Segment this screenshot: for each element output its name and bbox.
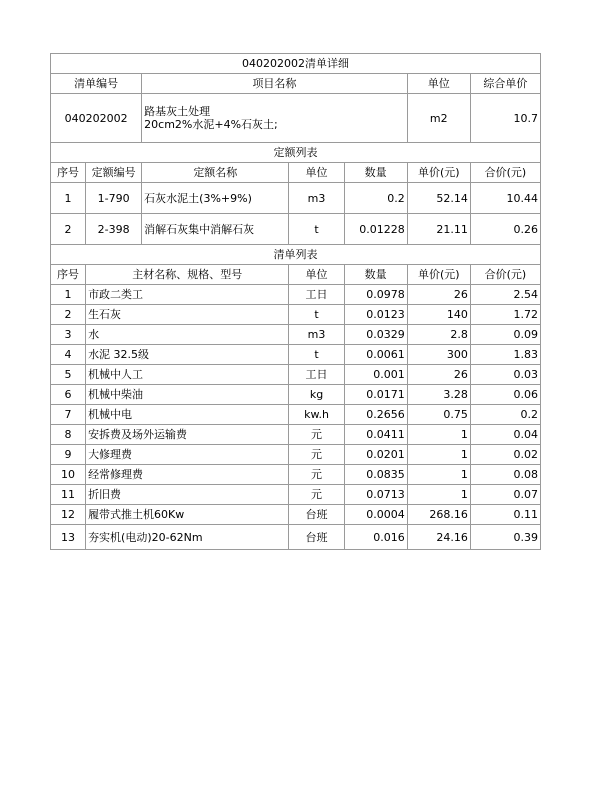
material-total: 2.54 bbox=[470, 285, 540, 305]
quota-qty: 0.01228 bbox=[344, 214, 407, 245]
material-no: 12 bbox=[51, 505, 86, 525]
quota-name: 石灰水泥土(3%+9%) bbox=[142, 183, 289, 214]
material-name: 机械中人工 bbox=[86, 365, 289, 385]
quota-code-header: 定额编号 bbox=[86, 163, 142, 183]
material-unit: 台班 bbox=[289, 505, 344, 525]
material-qty: 0.001 bbox=[344, 365, 407, 385]
material-row bbox=[51, 385, 541, 405]
bill-name bbox=[142, 94, 408, 143]
material-price: 26 bbox=[407, 365, 470, 385]
material-unit: 元 bbox=[289, 445, 344, 465]
quota-total: 0.26 bbox=[470, 214, 540, 245]
quota-row bbox=[51, 183, 541, 214]
material-section-row bbox=[51, 245, 541, 265]
material-row bbox=[51, 325, 541, 345]
material-qty: 0.0171 bbox=[344, 385, 407, 405]
material-unit: 工日 bbox=[289, 365, 344, 385]
quota-qty: 0.2 bbox=[344, 183, 407, 214]
material-total: 0.11 bbox=[470, 505, 540, 525]
quota-row bbox=[51, 214, 541, 245]
material-qty: 0.0411 bbox=[344, 425, 407, 445]
material-total: 0.02 bbox=[470, 445, 540, 465]
material-price: 1 bbox=[407, 425, 470, 445]
material-row bbox=[51, 405, 541, 425]
bill-unit: m2 bbox=[407, 94, 470, 143]
title-row bbox=[51, 54, 541, 74]
material-qty: 0.0329 bbox=[344, 325, 407, 345]
material-name: 机械中电 bbox=[86, 405, 289, 425]
material-qty: 0.0978 bbox=[344, 285, 407, 305]
material-no: 4 bbox=[51, 345, 86, 365]
material-no: 13 bbox=[51, 525, 86, 550]
material-row bbox=[51, 425, 541, 445]
material-price: 0.75 bbox=[407, 405, 470, 425]
material-row bbox=[51, 505, 541, 525]
material-row bbox=[51, 285, 541, 305]
bill-name-line1: 路基灰土处理 bbox=[144, 105, 211, 118]
quota-no: 2 bbox=[51, 214, 86, 245]
quota-price: 21.11 bbox=[407, 214, 470, 245]
quota-section-title: 定额列表 bbox=[51, 143, 541, 163]
material-no: 5 bbox=[51, 365, 86, 385]
material-price: 1 bbox=[407, 465, 470, 485]
sheet-title: 040202002清单详细 bbox=[51, 54, 541, 74]
quota-unit: m3 bbox=[289, 183, 344, 214]
quota-price-header: 单价(元) bbox=[407, 163, 470, 183]
material-total: 0.39 bbox=[470, 525, 540, 550]
material-name: 履带式推土机60Kw bbox=[86, 505, 289, 525]
material-price: 26 bbox=[407, 285, 470, 305]
material-no: 8 bbox=[51, 425, 86, 445]
material-unit: m3 bbox=[289, 325, 344, 345]
material-row bbox=[51, 365, 541, 385]
material-row bbox=[51, 305, 541, 325]
material-name-header: 主材名称、规格、型号 bbox=[86, 265, 289, 285]
quota-name-header: 定额名称 bbox=[142, 163, 289, 183]
material-no: 3 bbox=[51, 325, 86, 345]
material-name: 市政二类工 bbox=[86, 285, 289, 305]
quota-name: 消解石灰集中消解石灰 bbox=[142, 214, 289, 245]
material-total: 0.07 bbox=[470, 485, 540, 505]
material-qty: 0.0713 bbox=[344, 485, 407, 505]
material-row bbox=[51, 445, 541, 465]
quota-total: 10.44 bbox=[470, 183, 540, 214]
material-no: 6 bbox=[51, 385, 86, 405]
material-unit: 元 bbox=[289, 425, 344, 445]
quota-price: 52.14 bbox=[407, 183, 470, 214]
material-unit: t bbox=[289, 345, 344, 365]
material-no-header: 序号 bbox=[51, 265, 86, 285]
material-unit: 元 bbox=[289, 465, 344, 485]
bill-name-line2: 20cm2%水泥+4%石灰土; bbox=[144, 118, 278, 131]
quota-unit: t bbox=[289, 214, 344, 245]
material-row bbox=[51, 465, 541, 485]
material-unit: kw.h bbox=[289, 405, 344, 425]
bill-price: 10.7 bbox=[470, 94, 540, 143]
material-price: 3.28 bbox=[407, 385, 470, 405]
quota-total-header: 合价(元) bbox=[470, 163, 540, 183]
material-qty: 0.0061 bbox=[344, 345, 407, 365]
material-no: 11 bbox=[51, 485, 86, 505]
material-qty-header: 数量 bbox=[344, 265, 407, 285]
material-no: 9 bbox=[51, 445, 86, 465]
material-row bbox=[51, 345, 541, 365]
quota-qty-header: 数量 bbox=[344, 163, 407, 183]
material-total: 1.72 bbox=[470, 305, 540, 325]
material-name: 水泥 32.5级 bbox=[86, 345, 289, 365]
material-price: 1 bbox=[407, 445, 470, 465]
material-price: 268.16 bbox=[407, 505, 470, 525]
material-name: 生石灰 bbox=[86, 305, 289, 325]
material-qty: 0.2656 bbox=[344, 405, 407, 425]
material-qty: 0.0835 bbox=[344, 465, 407, 485]
material-unit: kg bbox=[289, 385, 344, 405]
material-price: 24.16 bbox=[407, 525, 470, 550]
material-unit: 台班 bbox=[289, 525, 344, 550]
material-qty: 0.016 bbox=[344, 525, 407, 550]
bill-code: 040202002 bbox=[51, 94, 142, 143]
material-no: 7 bbox=[51, 405, 86, 425]
material-name: 安拆费及场外运输费 bbox=[86, 425, 289, 445]
material-unit: 工日 bbox=[289, 285, 344, 305]
material-total-header: 合价(元) bbox=[470, 265, 540, 285]
material-row bbox=[51, 525, 541, 550]
bill-header-row bbox=[51, 74, 541, 94]
bill-unit-header: 单位 bbox=[407, 74, 470, 94]
material-total: 0.06 bbox=[470, 385, 540, 405]
material-no: 1 bbox=[51, 285, 86, 305]
material-total: 0.08 bbox=[470, 465, 540, 485]
material-header-row bbox=[51, 265, 541, 285]
material-price: 300 bbox=[407, 345, 470, 365]
bill-price-header: 综合单价 bbox=[470, 74, 540, 94]
material-total: 1.83 bbox=[470, 345, 540, 365]
bill-code-header: 清单编号 bbox=[51, 74, 142, 94]
material-unit: 元 bbox=[289, 485, 344, 505]
material-unit-header: 单位 bbox=[289, 265, 344, 285]
material-total: 0.04 bbox=[470, 425, 540, 445]
material-qty: 0.0201 bbox=[344, 445, 407, 465]
material-price: 2.8 bbox=[407, 325, 470, 345]
material-name: 经常修理费 bbox=[86, 465, 289, 485]
material-name: 折旧费 bbox=[86, 485, 289, 505]
material-name: 机械中柴油 bbox=[86, 385, 289, 405]
material-qty: 0.0123 bbox=[344, 305, 407, 325]
material-total: 0.09 bbox=[470, 325, 540, 345]
quota-header-row bbox=[51, 163, 541, 183]
material-price: 1 bbox=[407, 485, 470, 505]
material-total: 0.2 bbox=[470, 405, 540, 425]
quota-no-header: 序号 bbox=[51, 163, 86, 183]
material-total: 0.03 bbox=[470, 365, 540, 385]
material-name: 夯实机(电动)20-62Nm bbox=[86, 525, 289, 550]
material-no: 2 bbox=[51, 305, 86, 325]
quota-no: 1 bbox=[51, 183, 86, 214]
material-unit: t bbox=[289, 305, 344, 325]
material-section-title: 清单列表 bbox=[51, 245, 541, 265]
quota-code: 2-398 bbox=[86, 214, 142, 245]
material-no: 10 bbox=[51, 465, 86, 485]
bill-name-header: 项目名称 bbox=[142, 74, 408, 94]
material-qty: 0.0004 bbox=[344, 505, 407, 525]
bill-row bbox=[51, 94, 541, 143]
material-name: 大修理费 bbox=[86, 445, 289, 465]
quota-section-row bbox=[51, 143, 541, 163]
quota-unit-header: 单位 bbox=[289, 163, 344, 183]
material-price-header: 单价(元) bbox=[407, 265, 470, 285]
material-row bbox=[51, 485, 541, 505]
material-price: 140 bbox=[407, 305, 470, 325]
bill-detail-table bbox=[50, 53, 541, 550]
quota-code: 1-790 bbox=[86, 183, 142, 214]
material-name: 水 bbox=[86, 325, 289, 345]
